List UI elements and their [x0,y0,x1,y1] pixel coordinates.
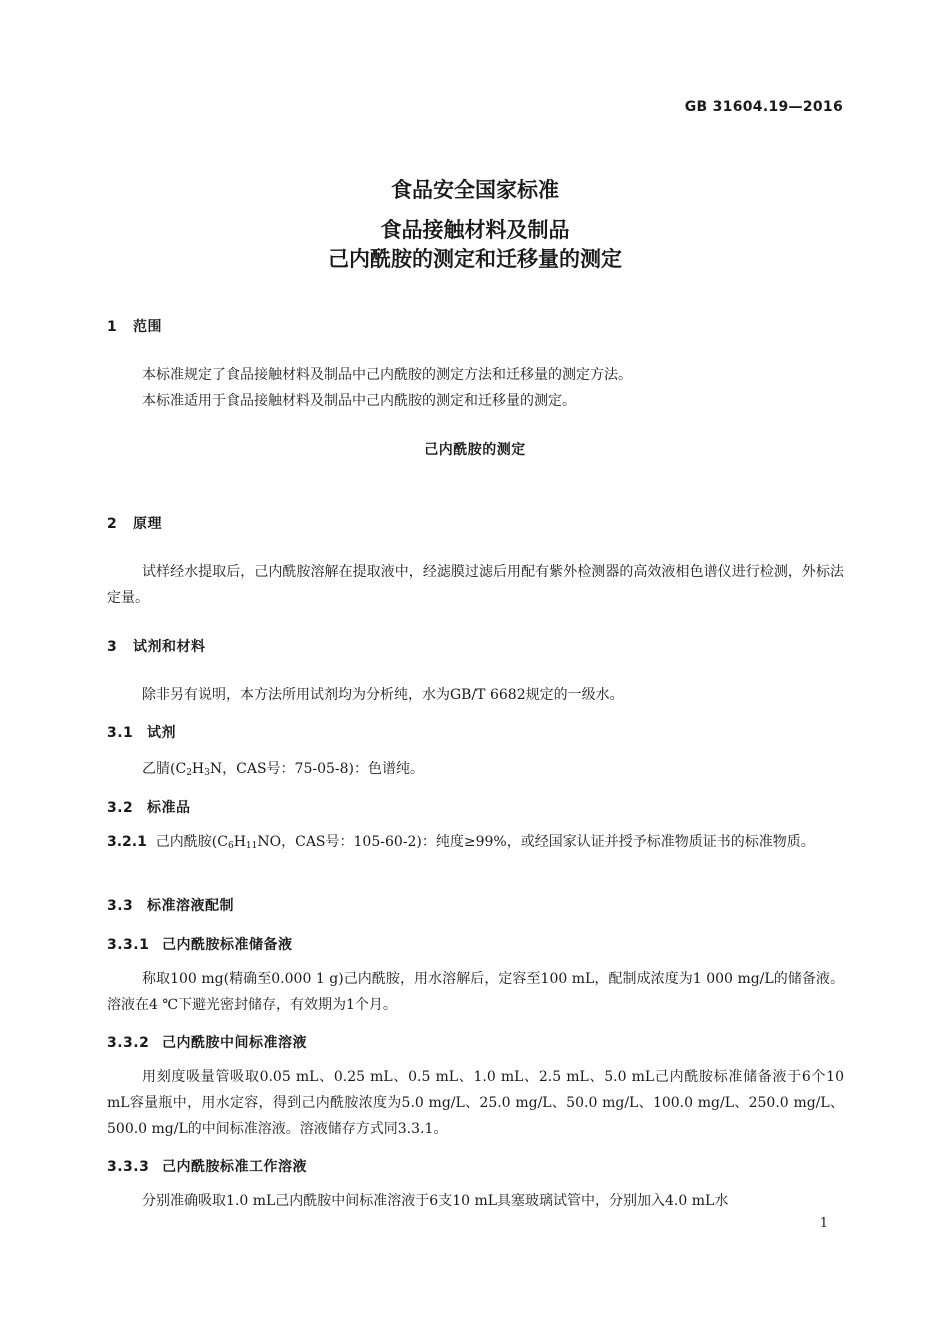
section-title: 试剂 [147,725,176,741]
section-3-2-1-paragraph: 3.2.1 己内酰胺($C_6H_{11}NO$，CAS号：105-60-2)：纯度≥99%，或经国家认证并授予标准物质证书的标准物质。 [107,834,815,851]
section-number: 3.3.3 [107,1159,150,1175]
section-number: 1 [107,319,118,335]
section-number: 2 [107,516,118,532]
section-number: 3.3.2 [107,1035,150,1051]
section-title: 己内酰胺中间标准溶液 [162,1035,307,1051]
section-3-1-heading [107,722,176,742]
section-3-3-2-heading [107,1032,307,1052]
section-3-paragraph: 除非另有说明，本方法所用试剂均为分析纯，水为GB/T 6682规定的一级水。 [142,687,624,703]
section-title: 范围 [133,319,162,335]
section-number: 3.2.1 [107,834,147,850]
section-3-3-2-paragraph: 用刻度吸量管吸取0.05 mL、0.25 mL、0.5 mL、1.0 mL、2.5 mL、5.0 mL己内酰胺标准储备液于6个10 mL容量瓶中，用水定容，得到己内酰胺浓度为5.0 mg/L、25.0 mg/L、50.0 mg/L、100.0 mg/L、250.0 mg/L、500.0 mg/L的中间标准溶液。溶液储存方式同3.3.1。 [107,1069,844,1137]
standard-code: GB 31604.19—2016 [684,99,843,115]
section-3-3-3-paragraph: 分别准确吸取1.0 mL己内酰胺中间标准溶液于6支10 mL具塞玻璃试管中，分别加入4.0 mL水 [142,1193,729,1209]
section-1-heading [107,316,162,336]
document-subtitle-1: 食品接触材料及制品 [380,218,570,242]
section-number: 3 [107,639,118,655]
section-title: 试剂和材料 [133,639,206,655]
section-number: 3.3 [107,898,134,914]
section-number: 3.3.1 [107,937,150,953]
section-1-paragraph-1: 本标准规定了食品接触材料及制品中己内酰胺的测定方法和迁移量的测定方法。 [142,367,632,383]
part-heading: 己内酰胺的测定 [424,442,526,458]
section-3-3-heading [107,895,234,915]
section-3-heading [107,636,206,656]
section-title: 己内酰胺标准工作溶液 [162,1159,307,1175]
page-number: 1 [819,1216,828,1231]
section-3-3-1-paragraph: 称取100 mg(精确至0.000 1 g)己内酰胺，用水溶解后，定容至100 mL，配制成浓度为1 000 mg/L的储备液。溶液在4 ℃下避光密封储存，有效期为1个月。 [107,971,844,1013]
section-number: 3.1 [107,725,134,741]
section-3-3-1-heading [107,934,293,954]
section-title: 原理 [133,516,162,532]
section-title: 标准品 [147,800,191,816]
section-2-heading [107,513,162,533]
section-3-1-paragraph: 乙腈($C_2H_3N$，CAS号：75-05-8)：色谱纯。 [142,761,424,778]
section-1-paragraph-2: 本标准适用于食品接触材料及制品中己内酰胺的测定和迁移量的测定。 [142,393,576,409]
document-subtitle-2: 己内酰胺的测定和迁移量的测定 [328,247,622,271]
section-3-2-heading [107,797,191,817]
section-number: 3.2 [107,800,134,816]
section-3-3-3-heading [107,1156,307,1176]
section-2-paragraph: 试样经水提取后，己内酰胺溶解在提取液中，经滤膜过滤后用配有紫外检测器的高效液相色谱仪进行检测，外标法定量。 [107,564,844,606]
section-title: 标准溶液配制 [147,898,234,914]
document-title: 食品安全国家标准 [391,178,559,202]
section-title: 己内酰胺标准储备液 [162,937,293,953]
